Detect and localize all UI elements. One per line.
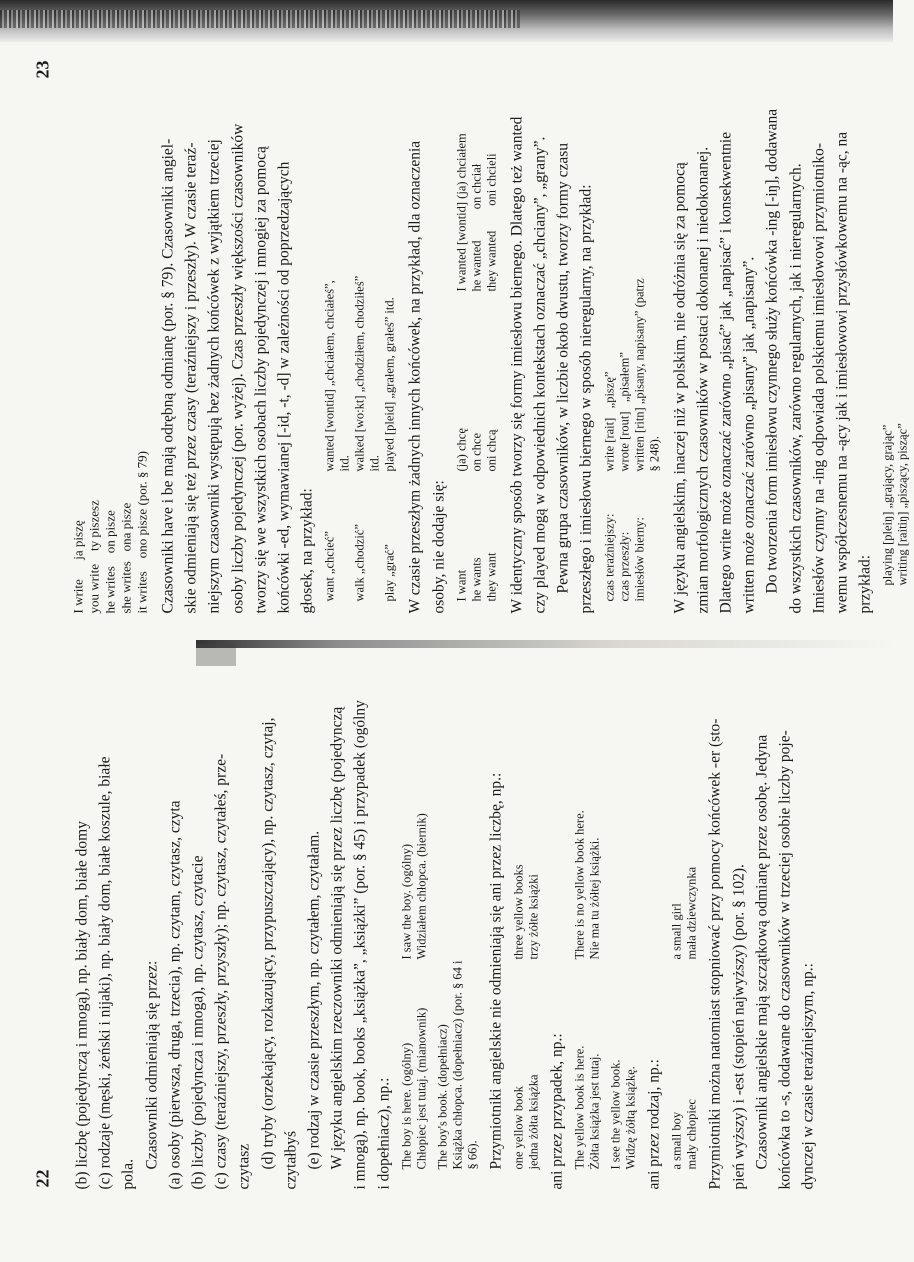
- text-line: tworzy się we wszystkich osobach liczby pojedynczej i mnogiej za pomocą: [251, 145, 269, 613]
- example-cell: I wanted [wontid] (ja) chciałem: [453, 132, 468, 291]
- example-cell: played [pleid] „grałem, grałeś” itd.: [382, 296, 397, 471]
- text-line: Czasowniki angielskie mają szczątkową odmianę przez osobę. Jedyna: [752, 734, 770, 1169]
- text-line: skie odmieniają się też przez czasy (teraźniejszy i przeszły). W czasie teraź-: [182, 141, 200, 613]
- example-cell: he wanted on chciał: [468, 163, 483, 291]
- example-cell: imiesłów bierny:: [631, 516, 646, 601]
- text-line: niejszym czasowniki występują bez żadnych końcówek z wyjątkiem trzeciej: [205, 138, 223, 613]
- text-line: ani przez rodzaj, np.:: [645, 1058, 663, 1189]
- text-line: Do tworzenia form imiesłowu czynnego służy końcówka -ing [-iŋ], dodawana: [763, 108, 781, 593]
- text-line: końcówki -ed, wymawianej [-id, -t, -d] w zależności od poprzedzających: [275, 161, 293, 613]
- page-number-left: 22: [32, 1169, 52, 1187]
- text-line: do wszystkich czasowników, zarówno regularnych, jak i nieregularnych.: [786, 162, 804, 613]
- example-line: Żółta książka jest tutaj.: [587, 1053, 602, 1169]
- example-block: [454, 63, 499, 601]
- text-line: W języku angielskim, inaczej niż w polskim, nie odróżnia się za pomocą: [670, 161, 688, 613]
- example-cell: walk „chodzić”: [352, 523, 367, 601]
- example-line: Chłopiec jest tutaj. (mianownik): [413, 1007, 428, 1169]
- conjugation-line: I write ja piszę: [70, 519, 85, 613]
- example-line: writing [raitiŋ] „piszący, pisząc”: [895, 422, 910, 585]
- example-line: playing [pleiŋ] „grający, grając”: [880, 424, 895, 585]
- text-line: W identyczny sposób tworzy się formy imiesłowu biernego. Dlatego też wanted: [507, 116, 525, 613]
- text-line: dynczej w czasie teraźniejszym, np.:: [799, 962, 817, 1189]
- text-line: pola.: [119, 1158, 137, 1189]
- example-line: The boy is here. (ogólny): [398, 1042, 413, 1169]
- example-cell: on chce: [468, 432, 483, 471]
- text-line: (c) rodzaje (męski, żeński i nijaki), np. biały dom, białe koszule, białe: [96, 755, 114, 1189]
- example-line: I see the yellow book.: [608, 1058, 623, 1169]
- example-line: The boy's book. (dopełniacz): [434, 1023, 449, 1169]
- example-cell: play „grać”: [382, 543, 397, 601]
- text-line: przeszłego i imiesłowu biernego w sposób nieregularny, na przykład:: [577, 184, 595, 613]
- text-line: zmian morfologicznych czasowników w postaci dokonanej i niedokonanej.: [693, 146, 711, 613]
- text-line: (b) liczbę (pojedynczą i mnogą), np. biały dom, białe domy: [73, 820, 90, 1189]
- example-block: [511, 644, 541, 1169]
- text-line: (d) tryby (orzekający, rozkazujący, przypuszczający), np. czytasz, czytaj,: [258, 717, 276, 1169]
- conjugation-line: she writes ona pisze: [118, 502, 133, 613]
- text-line: osoby, nie dodaje się:: [429, 479, 447, 613]
- text-line: (a) osoby (pierwsza, druga, trzecia), np. czytam, czytasz, czyta: [165, 799, 183, 1189]
- example-cell: czas przeszły:: [616, 531, 631, 601]
- example-cell: walked [wo:kt] „chodziłem, chodziłeś” itd.: [352, 275, 382, 471]
- example-cell: they want: [483, 552, 498, 601]
- text-line: i dopełniacz), np.:: [374, 1077, 392, 1189]
- example-block: [572, 644, 638, 1169]
- conjugation-table: [70, 63, 150, 613]
- text-line: głosek, na przykład:: [298, 487, 316, 613]
- left-page-text: [70, 644, 819, 1189]
- text-line: Imiesłów czynny na -ing odpowiada polskiemu imiesłowowi przymiotniko-: [809, 142, 827, 613]
- text-line: czy played mogą w odpowiednich kontekstach oznaczać „chciany”, „grany”.: [531, 136, 549, 613]
- example-cell: written [ritn] „pisany, napisany” (patrz § 248).: [631, 274, 661, 471]
- example-line: one yellow book: [511, 1085, 526, 1169]
- text-line: Pewna grupa czasowników, w liczbie około dwustu, tworzy formy czasu: [554, 142, 572, 593]
- example-cell: write [rait] „piszę”: [601, 371, 616, 471]
- example-line: The yellow book is here.: [572, 1045, 587, 1169]
- text-line: osoby liczby pojedynczej (por. wyżej). Czas przeszły większości czasowników: [228, 123, 246, 613]
- text-line: (b) liczby (pojedyncza i mnoga), np. czytasz, czytacie: [189, 855, 207, 1189]
- example-line: Widziałem chłopca. (biernik): [413, 812, 428, 959]
- text-line: Dlatego write może oznaczać zarówno „pisać” jak „napisać” i konsekwentnie: [717, 131, 735, 613]
- text-line: przykład:: [856, 554, 874, 613]
- example-block: [880, 63, 910, 585]
- text-line: i mnogą), np. book, books „książka”, „książki” (por. § 45) i przypadek (ogólny: [351, 699, 369, 1189]
- text-line: czytasz: [235, 1143, 253, 1189]
- conjugation-line: you write ty piszesz: [86, 499, 101, 613]
- text-line: Czasowniki odmieniają się przez:: [142, 960, 160, 1169]
- text-line: ani przez przypadek, np.:: [548, 1032, 566, 1189]
- text-line: Przymiotniki można natomiast stopniować przy pomocy końcówek -er (sto-: [706, 718, 724, 1189]
- example-cell: wrote [rout] „pisałem”: [616, 351, 631, 471]
- example-line: Widzę żółtą książkę.: [623, 1065, 638, 1169]
- text-line: (c) czasy (teraźniejszy, przeszły, przyszły); np. czytasz, czytałeś, prze-: [212, 753, 230, 1189]
- text-line: W języku angielskim rzeczowniki odmieniają się przez liczbę (pojedynczą: [328, 706, 346, 1169]
- example-line: Książka chłopca. (dopełniacz) (por. § 64 i § 66).: [449, 960, 479, 1169]
- example-block: [602, 63, 662, 601]
- example-cell: czas teraźniejszy:: [601, 513, 616, 601]
- page-number-right: 23: [32, 60, 52, 78]
- text-line: wemu współczesnemu na -ący jak i imiesłowowi przysłówkowemu na -ąc, na: [833, 131, 851, 613]
- text-line: końcówka to -s, dodawane do czasowników w trzeciej osobie liczby poje-: [776, 729, 794, 1189]
- example-line: a small girl: [669, 902, 684, 959]
- example-cell: I want: [453, 569, 468, 601]
- right-page-text: [70, 63, 914, 613]
- example-line: Nie ma tu żółtej książki.: [587, 837, 602, 959]
- example-line: trzy żółte książki: [526, 873, 541, 959]
- example-line: three yellow books: [511, 863, 526, 959]
- example-cell: he wants: [468, 556, 483, 601]
- example-block: [399, 644, 480, 1169]
- example-line: I saw the boy. (ogólny): [398, 843, 413, 959]
- example-line: mała dziewczynka: [684, 866, 699, 959]
- text-line: W czasie przeszłym żadnych innych końcówek, na przykład, dla oznaczenia: [406, 140, 424, 613]
- example-cell: want „chcieć”: [322, 530, 337, 601]
- example-cell: (ja) chcę: [453, 427, 468, 471]
- example-cell: oni chcą: [483, 429, 498, 471]
- text-line: (e) rodzaj w czasie przeszłym, np. czytałem, czytałam.: [305, 830, 323, 1169]
- example-line: jedna żółta książka: [526, 1073, 541, 1169]
- conjugation-line: he writes on pisze: [102, 509, 117, 613]
- example-line: mały chłopiec: [684, 1098, 699, 1169]
- example-cell: they wanted oni chcieli: [483, 152, 498, 291]
- example-block: [669, 644, 699, 1169]
- example-line: a small boy: [669, 1111, 684, 1169]
- example-line: There is no yellow book here.: [572, 809, 587, 959]
- text-line: written może oznaczać zarówno „pisany” jak „napisany”.: [740, 256, 758, 613]
- text-line: Przymiotniki angielskie nie odmieniają się ani przez liczbę, np.:: [486, 772, 504, 1169]
- text-line: czytałbyś: [281, 1130, 299, 1189]
- conjugation-line: it writes ono pisze (por. § 79): [134, 450, 149, 613]
- example-cell: wanted [wontid] „chciałem, chciałeś”, itd.: [322, 279, 352, 471]
- example-block: [322, 63, 397, 601]
- text-line: Czasowniki have i be mają odrębną odmianę (por. § 79). Czasowniki angiel-: [159, 138, 176, 613]
- text-line: pień wyższy) i -est (stopień najwyższy) (por. § 102).: [729, 863, 747, 1189]
